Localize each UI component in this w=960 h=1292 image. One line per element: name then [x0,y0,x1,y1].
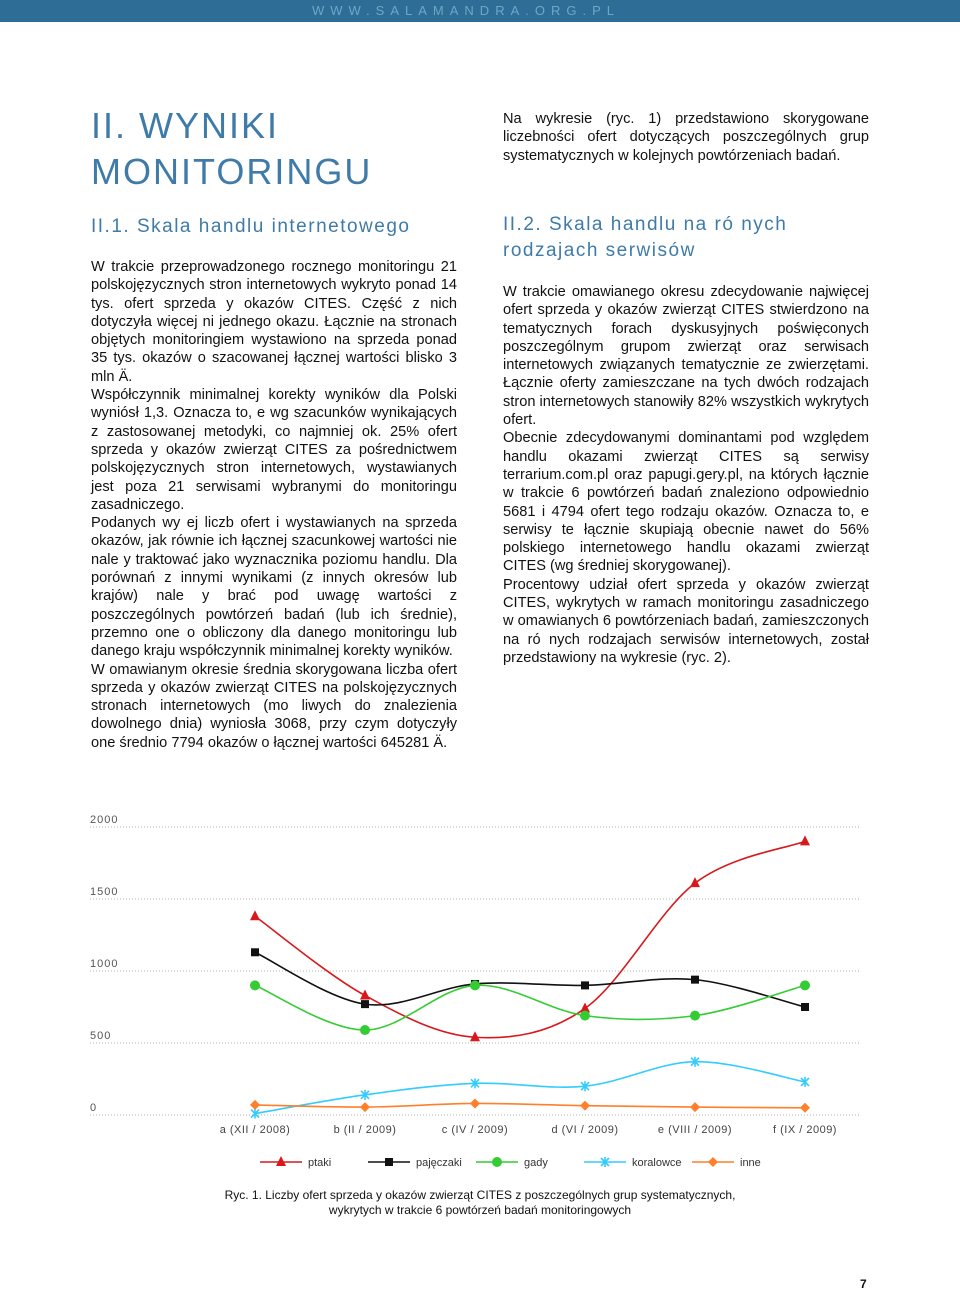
series-line-pajęczaki [255,952,805,1007]
x-tick-label: c (IV / 2009) [441,1124,509,1136]
series-line-koralowce [255,1062,805,1114]
series-line-gady [255,985,805,1030]
data-point [250,1100,260,1110]
caption-line-1: Ryc. 1. Liczby ofert sprzeda y okazów zwierząt CITES z poszczególnych grup systematycznych, [224,1188,736,1202]
y-tick-label: 500 [90,1030,112,1042]
data-point [250,910,260,920]
page-number: 7 [860,1277,867,1291]
subsection-2-body [503,283,869,667]
line-chart [90,815,870,1185]
data-point [580,1101,590,1111]
caption-line-2: wykrytych w trakcie 6 powtórzeń badań monitoringowych [328,1203,632,1217]
intro-text: Na wykresie (ryc. 1) przedstawiono skorygowane liczebności ofert dotyczących poszczególnych grup systematycznych w kolejnych powtórzeniach badań. [503,111,869,164]
y-tick-label: 1000 [90,958,119,970]
subsection-2-heading: II.2. Skala handlu na ró nych rodzajach serwisów [503,214,788,261]
data-point [800,980,810,990]
x-tick-label: b (II / 2009) [333,1124,397,1136]
data-point [361,1000,369,1008]
y-tick-label: 0 [90,1102,98,1114]
paragraph: Współczynnik minimalnej korekty wyników dla Polski wyniósł 1,3. Oznacza to, e wg szacunków wynikających z zastosowanej metodyki, co najmniej ok. 25% ofert sprzeda y okazów zwierząt CITES za pośrednictwem polskojęzycznych stron internetowych, wystawianych jest poza 21 serwisami wybranymi do monitoringu zasadniczego. [91,387,457,513]
subsection-1-body [91,258,457,752]
x-tick-label: e (VIII / 2009) [657,1124,733,1136]
legend-label: ptaki [308,1157,332,1169]
data-point [250,980,260,990]
data-point [581,981,589,989]
legend-label: gady [524,1157,548,1169]
series-line-inne [255,1103,805,1107]
section-title: II. WYNIKI MONITORINGU [91,105,373,192]
data-point [801,1003,809,1011]
y-tick-label: 2000 [90,815,119,826]
data-point [360,1102,370,1112]
chart-container [90,815,870,1185]
x-tick-label: a (XII / 2008) [219,1124,291,1136]
data-point [800,835,810,845]
paragraph: Podanych wy ej liczb ofert i wystawianych na sprzeda okazów, jak równie ich łącznej szacunkowej wartości nie nale y traktować jako wyznacznika poziomu handlu. Dla porównań z innymi wynikami (z innych okresów lub krajów) nale y brać pod uwagę wartości z poszczególnych powtórzeń badań (lub ich średnie), przemno one o obliczony dla danego monitoringu lub danego kraju współczynnik minimalnej korekty wyników. [91,515,457,660]
data-point [708,1157,718,1167]
site-url: WWW.SALAMANDRA.ORG.PL [311,3,620,18]
paragraph: W trakcie omawianego okresu zdecydowanie najwięcej ofert sprzeda y okazów zwierząt CITES stwierdzono na tematycznych forach dyskusyjnych poświęconych poszczególnym grupom zwierząt oraz serwisach internetowych związanych tematycznie ze zwierzętami. Łącznie oferty zamieszczane na tych dwóch rodzajach stron internetowych stanowiły 82% wszystkich wykrytych ofert. [503,284,869,429]
data-point [690,877,700,887]
data-point [276,1156,286,1166]
x-tick-label: d (VI / 2009) [551,1124,619,1136]
data-point [691,976,699,984]
subsection-1-heading: II.1. Skala handlu internetowego [91,216,411,237]
x-tick-label: f (IX / 2009) [773,1124,837,1136]
legend-label: inne [740,1157,761,1169]
series-line-ptaki [255,841,805,1037]
y-tick-label: 1500 [90,886,119,898]
data-point [470,1098,480,1108]
paragraph: W omawianym okresie średnia skorygowana liczba ofert sprzeda y okazów zwierząt CITES na polskojęzycznych stronach internetowych (mo liwych do znalezienia dowolnego dnia) wyniosła 3068, przy czym dotyczyły one średnio 7794 okazów o łącznej wartości 645281 Ä. [91,661,457,751]
figure-caption [180,1188,780,1218]
legend-label: pajęczaki [416,1157,462,1169]
data-point [360,1025,370,1035]
data-point [251,948,259,956]
paragraph: Obecnie zdecydowanymi dominantami pod względem handlu okazami zwierząt CITES są serwisy terrarium.com.pl oraz papugi.gery.pl, na których łącznie w trakcie 6 powtórzeń badań znaleziono odpowiednio 5681 i 4794 ofert tego rodzaju okazów. Oznacza to, e serwisy te łącznie skupiają obecnie nawet do 56% polskiego internetowego handlu okazami zwierząt CITES (wg średniej skorygowanej). [503,430,869,575]
paragraph: W trakcie przeprowadzonego rocznego monitoringu 21 polskojęzycznych stron internetowych wykryto ponad 14 tys. ofert sprzeda y okazów CITES. Część z nich dotyczyła więcej ni jednego okazu. Łącznie na stronach objętych monitoringiem wystawiono na sprzeda ponad 35 tys. okazów o szacowanej łącznej wartości blisko 3 mln Ä. [91,259,457,385]
data-point [492,1157,502,1167]
paragraph: Procentowy udział ofert sprzeda y okazów zwierząt CITES, wykrytych w ramach monitoringu zasadniczego w omawianych 6 powtórzeniach badań, zamieszczonych na ró nych rodzajach serwisów internetowych, został przedstawiony na wykresie (ryc. 2). [503,576,869,666]
data-point [690,1102,700,1112]
data-point [385,1158,393,1166]
data-point [470,980,480,990]
data-point [580,1011,590,1021]
data-point [690,1011,700,1021]
data-point [360,989,370,999]
data-point [800,1103,810,1113]
header-bar [0,0,960,22]
legend-label: koralowce [632,1157,682,1169]
